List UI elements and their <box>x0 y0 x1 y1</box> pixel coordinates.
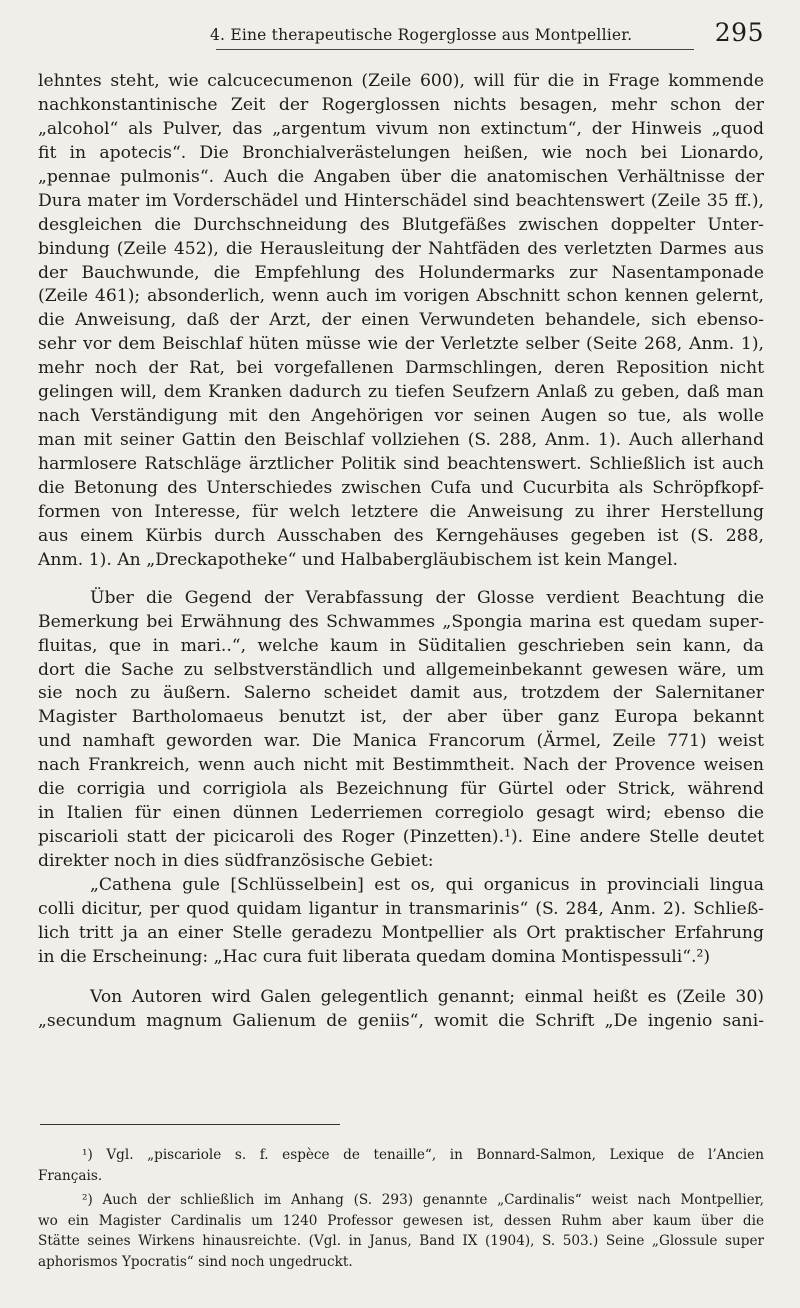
text-line: formen von Interesse, für welch letztere die Anweisung zu ihrer Herstellung <box>38 501 764 522</box>
text-line: und namhaft geworden war. Die Manica Francorum (Ärmel, Zeile 771) weist <box>38 731 764 752</box>
text-line: (Zeile 461); absonderlich, wenn auch im vorigen Abschnitt schon kennen gelernt, <box>38 286 764 307</box>
text-line: Von Autoren wird Galen gelegentlich genannt; einmal heißt es (Zeile 30) <box>90 986 764 1007</box>
header-rule <box>216 49 694 50</box>
text-line: lehntes steht, wie calcucecumenon (Zeile 600), will für die in Frage kommende <box>38 71 764 91</box>
footnote-line: wo ein Magister Cardinalis um 1240 Professor gewesen ist, dessen Ruhm aber kaum über die <box>38 1212 764 1229</box>
text-line: Anm. 1). An „Dreckapotheke“ und Halbabergläubischem ist kein Mangel. <box>38 549 679 570</box>
text-line: nach Frankreich, wenn auch nicht mit Bestimmtheit. Nach der Provence weisen <box>38 755 764 776</box>
text-line: sehr vor dem Beischlaf hüten müsse wie der Verletzte selber (Seite 268, Anm. 1), <box>38 334 764 355</box>
footnote-rule <box>40 1124 340 1125</box>
text-line: „pennae pulmonis“. Auch die Angaben über die anatomischen Verhältnisse der <box>38 166 764 187</box>
text-line: mehr noch der Rat, bei vorgefallenen Darmschlingen, deren Reposition nicht <box>38 358 764 379</box>
text-line: der Bauchwunde, die Empfehlung des Holundermarks zur Nasentamponade <box>38 262 764 283</box>
footnotes <box>38 1145 764 1273</box>
text-line: in Italien für einen dünnen Lederriemen corregiolo gesagt wird; ebenso die <box>38 803 764 824</box>
text-line: nach Verständigung mit den Angehörigen vor seinen Augen so tue, als wolle <box>38 406 764 427</box>
text-line: in die Erscheinung: „Hac cura fuit liberata quedam domina Montispessuli“.²) <box>38 946 711 967</box>
paragraph-gap <box>38 573 764 587</box>
text-line: direkter noch in dies südfranzösische Gebiet: <box>38 851 434 871</box>
body-text <box>38 70 764 1034</box>
paragraph-gap <box>38 970 764 986</box>
running-head-title: 4. Eine therapeutische Rogerglosse aus Montpellier. <box>210 26 633 44</box>
text-line: dort die Sache zu selbstverständlich und allgemeinbekannt gewesen wäre, um <box>38 659 764 680</box>
page-number: 295 <box>714 18 764 47</box>
text-line: bindung (Zeile 452), die Herausleitung der Nahtfäden des verletzten Darmes aus <box>38 238 764 259</box>
text-line: Dura mater im Vorderschädel und Hinterschädel sind beachtenswert (Zeile 35 ff.), <box>38 190 764 211</box>
text-line: Über die Gegend der Verabfassung der Glosse verdient Beachtung die <box>90 587 764 608</box>
text-line: lich tritt ja an einer Stelle geradezu Montpellier als Ort praktischer Erfahrung <box>38 922 764 943</box>
footnote-line: Français. <box>38 1167 103 1184</box>
text-line: „secundum magnum Galienum de geniis“, womit die Schrift „De ingenio sani- <box>38 1010 764 1031</box>
text-line: die Betonung des Unterschiedes zwischen Cufa und Cucurbita als Schröpfkopf- <box>38 477 764 498</box>
running-header <box>38 18 764 48</box>
footnote-line: ²) Auch der schließlich im Anhang (S. 293) genannte „Cardinalis“ weist nach Montpellier, <box>82 1192 764 1209</box>
text-line: nachkonstantinische Zeit der Rogerglossen nichts besagen, mehr schon der <box>38 94 764 115</box>
text-line: die corrigia und corrigiola als Bezeichnung für Gürtel oder Strick, während <box>38 779 764 800</box>
text-line: „Cathena gule [Schlüsselbein] est os, qui organicus in provinciali lingua <box>90 874 764 895</box>
footnote-line: Stätte seines Wirkens hinausreichte. (Vgl. in Janus, Band IX (1904), S. 503.) Seine „Glossule super <box>38 1233 764 1250</box>
text-line: piscarioli statt der picicaroli des Roger (Pinzetten).¹). Eine andere Stelle deutet <box>38 827 764 848</box>
footnote-line: ¹) Vgl. „piscariole s. f. espèce de tenaille“, in Bonnard-Salmon, Lexique de l’Ancien <box>82 1147 764 1163</box>
text-line: man mit seiner Gattin den Beischlaf vollziehen (S. 288, Anm. 1). Auch allerhand <box>38 430 764 451</box>
footnote-line: aphorismos Ypocratis“ sind noch ungedruckt. <box>38 1253 353 1270</box>
text-line: sie noch zu äußern. Salerno scheidet damit aus, trotzdem der Salernitaner <box>38 683 764 704</box>
text-line: fit in apotecis“. Die Bronchialverästelungen heißen, wie noch bei Lionardo, <box>38 142 764 163</box>
text-line: Bemerkung bei Erwähnung des Schwammes „Spongia marina est quedam super- <box>38 611 764 632</box>
text-line: die Anweisung, daß der Arzt, der einen Verwundeten behandele, sich ebenso- <box>38 310 764 331</box>
text-line: gelingen will, dem Kranken dadurch zu tiefen Seufzern Anlaß zu geben, daß man <box>38 382 764 403</box>
text-line: „alcohol“ als Pulver, das „argentum vivum non extinctum“, der Hinweis „quod <box>38 118 764 139</box>
text-line: aus einem Kürbis durch Ausschaben des Kerngehäuses gegeben ist (S. 288, <box>38 525 764 546</box>
text-line: fluitas, que in mari..“, welche kaum in Süditalien geschrieben sein kann, da <box>38 635 764 656</box>
text-line: harmlosere Ratschläge ärztlicher Politik sind beachtenswert. Schließlich ist auch <box>38 454 764 474</box>
text-line: colli dicitur, per quod quidam ligantur in transmarinis“ (S. 284, Anm. 2). Schließ- <box>38 898 764 919</box>
text-line: Magister Bartholomaeus benutzt ist, der aber über ganz Europa bekannt <box>38 707 764 728</box>
text-line: desgleichen die Durchschneidung des Blutgefäßes zwischen doppelter Unter- <box>38 214 764 235</box>
